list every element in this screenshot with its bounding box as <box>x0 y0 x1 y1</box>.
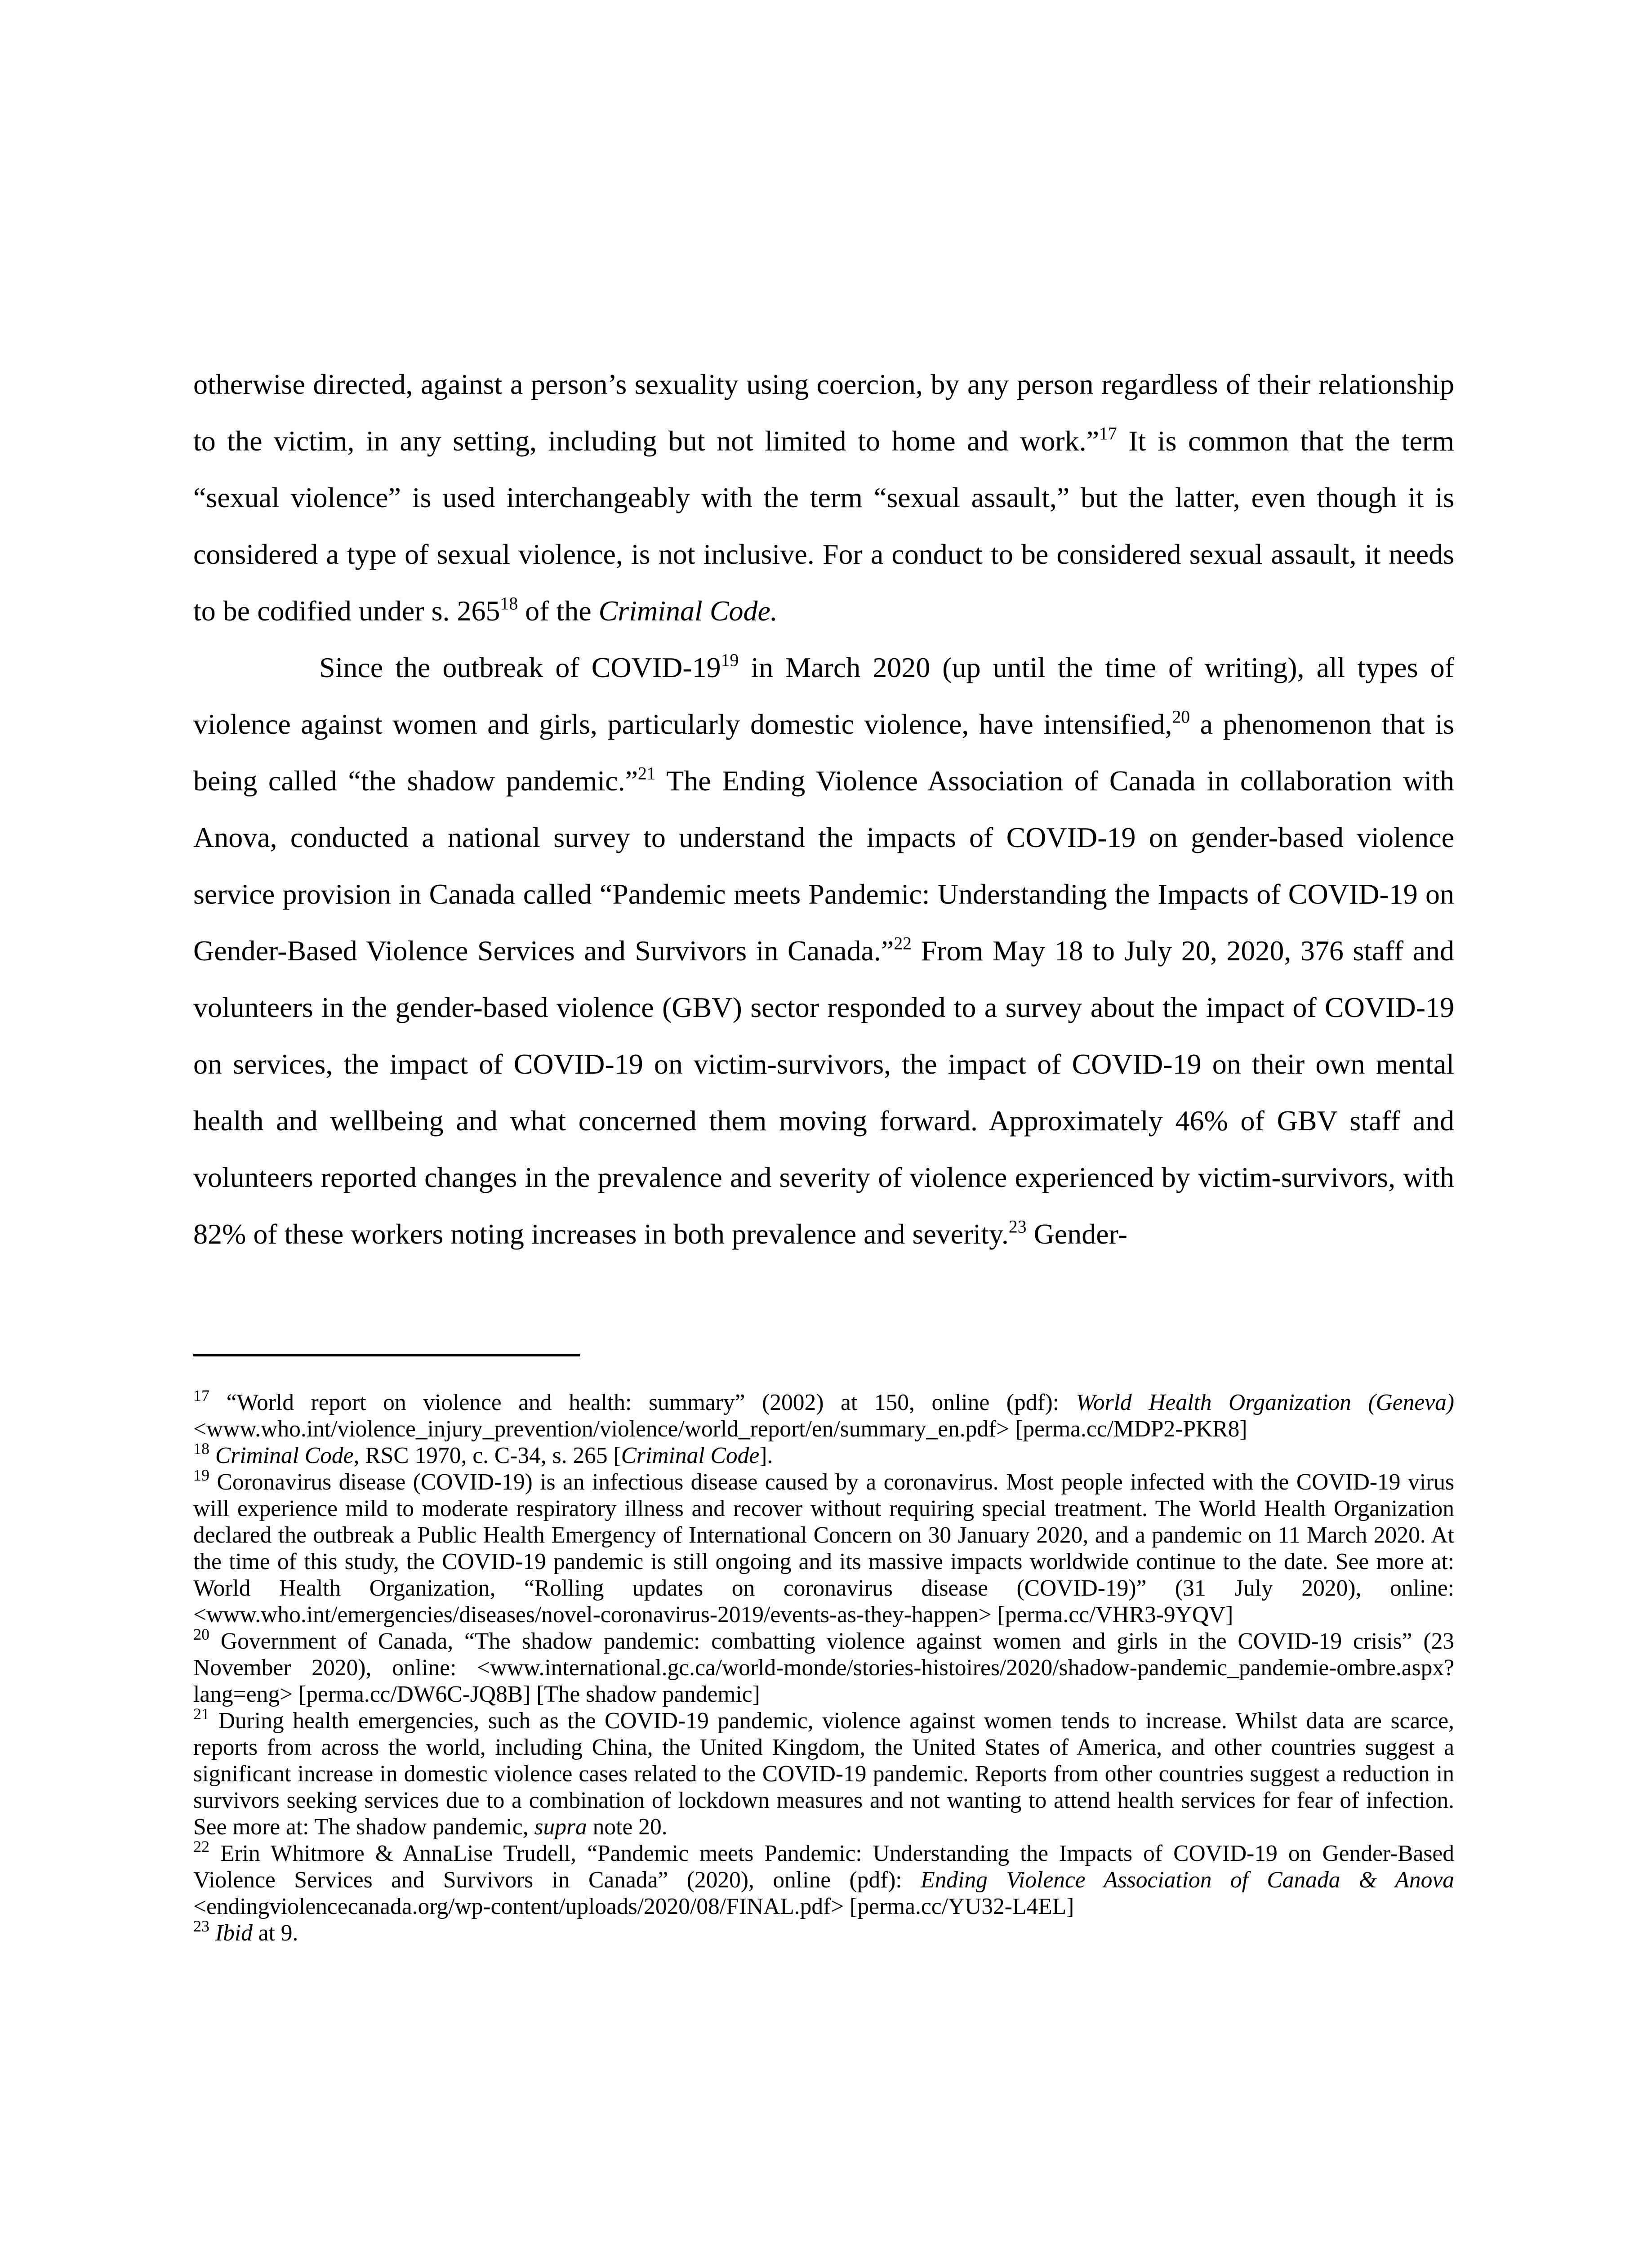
footnote-18 <box>193 1442 1454 1469</box>
footnote-text: “World report on violence and health: summary” (2002) at 150, online (pdf): <box>209 1390 1076 1415</box>
footnote-22 <box>193 1840 1454 1920</box>
footnote-source: Ending Violence Association of Canada & Anova <box>921 1867 1454 1893</box>
footnote-text: , RSC 1970, c. C-34, s. 265 [ <box>353 1443 621 1468</box>
footnote-21 <box>193 1705 1454 1840</box>
body-text <box>193 356 1454 1262</box>
paragraph-2 <box>193 639 1454 1262</box>
footnote-number: 17 <box>193 1387 210 1405</box>
paragraph-1-text-c: of the <box>518 595 599 627</box>
footnote-short-title: Criminal Code <box>621 1443 760 1468</box>
footnote-number: 21 <box>193 1705 210 1723</box>
footnote-number: 23 <box>193 1917 210 1936</box>
footnote-text: During health emergencies, such as the COVID-19 pandemic, violence against women tends to increase. Whilst data are scarce, reports from across the world, including China, the United Kingdom, the United States of America, and other countries suggest a significant increase in domestic violence cases related to the COVID-19 pandemic. Reports from other countries suggest a reduction in survivors seeking services due to a combination of lockdown measures and not wanting to attend health services for fear of infection. See more at: The shadow pandemic, <box>193 1708 1454 1840</box>
footnote-number: 19 <box>193 1466 210 1485</box>
paragraph-2-text-b: in March 2020 (up until the time of writing), all types of violence against women and girls, particularly domestic violence, have intensified, <box>193 651 1455 740</box>
footnote-number: 22 <box>193 1838 210 1856</box>
footnote-ref-21[interactable]: 21 <box>637 763 656 784</box>
footnote-ref-23[interactable]: 23 <box>1008 1217 1027 1237</box>
paragraph-2-text-f: Gender- <box>1026 1218 1127 1250</box>
paragraph-1-text-b: It is common that the term “sexual violence” is used interchangeably with the term “sexual assault,” but the latter, even though it is considered a type of sexual violence, is not inclusive. For a conduct to be considered sexual assault, it needs to be codified under s. 265 <box>193 425 1455 627</box>
footnote-supra: supra <box>534 1814 587 1840</box>
footnote-text[interactable]: Government of Canada, “The shadow pandemic: combatting violence against women and girls in the COVID-19 crisis” (23 November 2020), online: <www.international.gc.ca/world-monde/stories-histoires/2020/shadow-pandemic_pandemie-ombre.aspx?lang=eng> [perma.cc/DW6C-JQ8B] [The shadow pandemic] <box>193 1628 1454 1707</box>
footnote-link-text[interactable]: <endingviolencecanada.org/wp-content/uploads/2020/08/FINAL.pdf> [perma.cc/YU32-L4EL] <box>193 1894 1074 1919</box>
footnote-text[interactable]: Coronavirus disease (COVID-19) is an infectious disease caused by a coronavirus. Most people infected with the COVID-19 virus will experience mild to moderate respiratory illness and recover without requiring special treatment. The World Health Organization declared the outbreak a Public Health Emergency of International Concern on 30 January 2020, and a pandemic on 11 March 2020. At the time of this study, the COVID-19 pandemic is still ongoing and its massive impacts worldwide continue to the date. See more at: World Health Organization, “Rolling updates on coronavirus disease (COVID-19)” (31 July 2020), online: <www.who.int/emergencies/diseases/novel-coronavirus-2019/events-as-they-happen> [perma.cc/VHR3-9YQV] <box>193 1469 1454 1628</box>
paragraph-1-text-a: otherwise directed, against a person’s sexuality using coercion, by any person regardless of their relationship to the victim, in any setting, including but not limited to home and work.” <box>193 368 1454 457</box>
footnotes <box>193 1389 1454 1946</box>
paragraph-2-text-e: From May 18 to July 20, 2020, 376 staff and volunteers in the gender-based violence (GBV) sector responded to a survey about the impact of COVID-19 on services, the impact of COVID-19 on victim-survivors, the impact of COVID-19 on their own mental health and wellbeing and what concerned them moving forward. Approximately 46% of GBV staff and volunteers reported changes in the prevalence and severity of violence experienced by victim-survivors, with 82% of these workers noting increases in both prevalence and severity. <box>193 935 1455 1250</box>
footnote-ref-18[interactable]: 18 <box>500 593 518 614</box>
paragraph-2-text-a: Since the outbreak of COVID-19 <box>319 651 721 683</box>
footnote-text: at 9. <box>252 1920 298 1946</box>
footnote-text: Erin Whitmore & AnnaLise Trudell, “Pandemic meets Pandemic: Understanding the Impacts of COVID-19 on Gender-Based Violence Services and Survivors in Canada” (2020), online (pdf): <box>193 1841 1454 1893</box>
footnote-source: World Health Organization (Geneva) <box>1076 1390 1454 1415</box>
footnote-text-end: note 20. <box>587 1814 668 1840</box>
footnote-ibid: Ibid <box>215 1920 253 1946</box>
footnote-17 <box>193 1389 1454 1442</box>
footnote-link-text[interactable]: <www.who.int/violence_injury_prevention/violence/world_report/en/summary_en.pdf> [perma.cc/MDP2-PKR8] <box>193 1416 1247 1442</box>
criminal-code-title: Criminal Code. <box>598 595 778 627</box>
footnote-ref-19[interactable]: 19 <box>721 650 739 670</box>
footnote-separator <box>193 1354 580 1356</box>
footnote-number: 20 <box>193 1625 210 1644</box>
paragraph-2-text-c: a phenomenon that is being called “the shadow pandemic.” <box>193 708 1455 797</box>
paragraph-2-text-d: The Ending Violence Association of Canada in collaboration with Anova, conducted a national survey to understand the impacts of COVID-19 on gender-based violence service provision in Canada called “Pandemic meets Pandemic: Understanding the Impacts of COVID-19 on Gender-Based Violence Services and Survivors in Canada.” <box>193 765 1454 967</box>
footnote-23 <box>193 1917 1454 1946</box>
footnote-number: 18 <box>193 1440 210 1458</box>
paragraph-1 <box>193 356 1454 639</box>
footnote-19 <box>193 1466 1454 1628</box>
footnote-text-end: ]. <box>759 1443 773 1468</box>
footnote-ref-22[interactable]: 22 <box>894 933 912 954</box>
footnote-20 <box>193 1625 1454 1708</box>
footnote-title: Criminal Code <box>215 1443 354 1468</box>
footnote-ref-20[interactable]: 20 <box>1172 707 1190 727</box>
footnote-ref-17[interactable]: 17 <box>1099 424 1117 444</box>
